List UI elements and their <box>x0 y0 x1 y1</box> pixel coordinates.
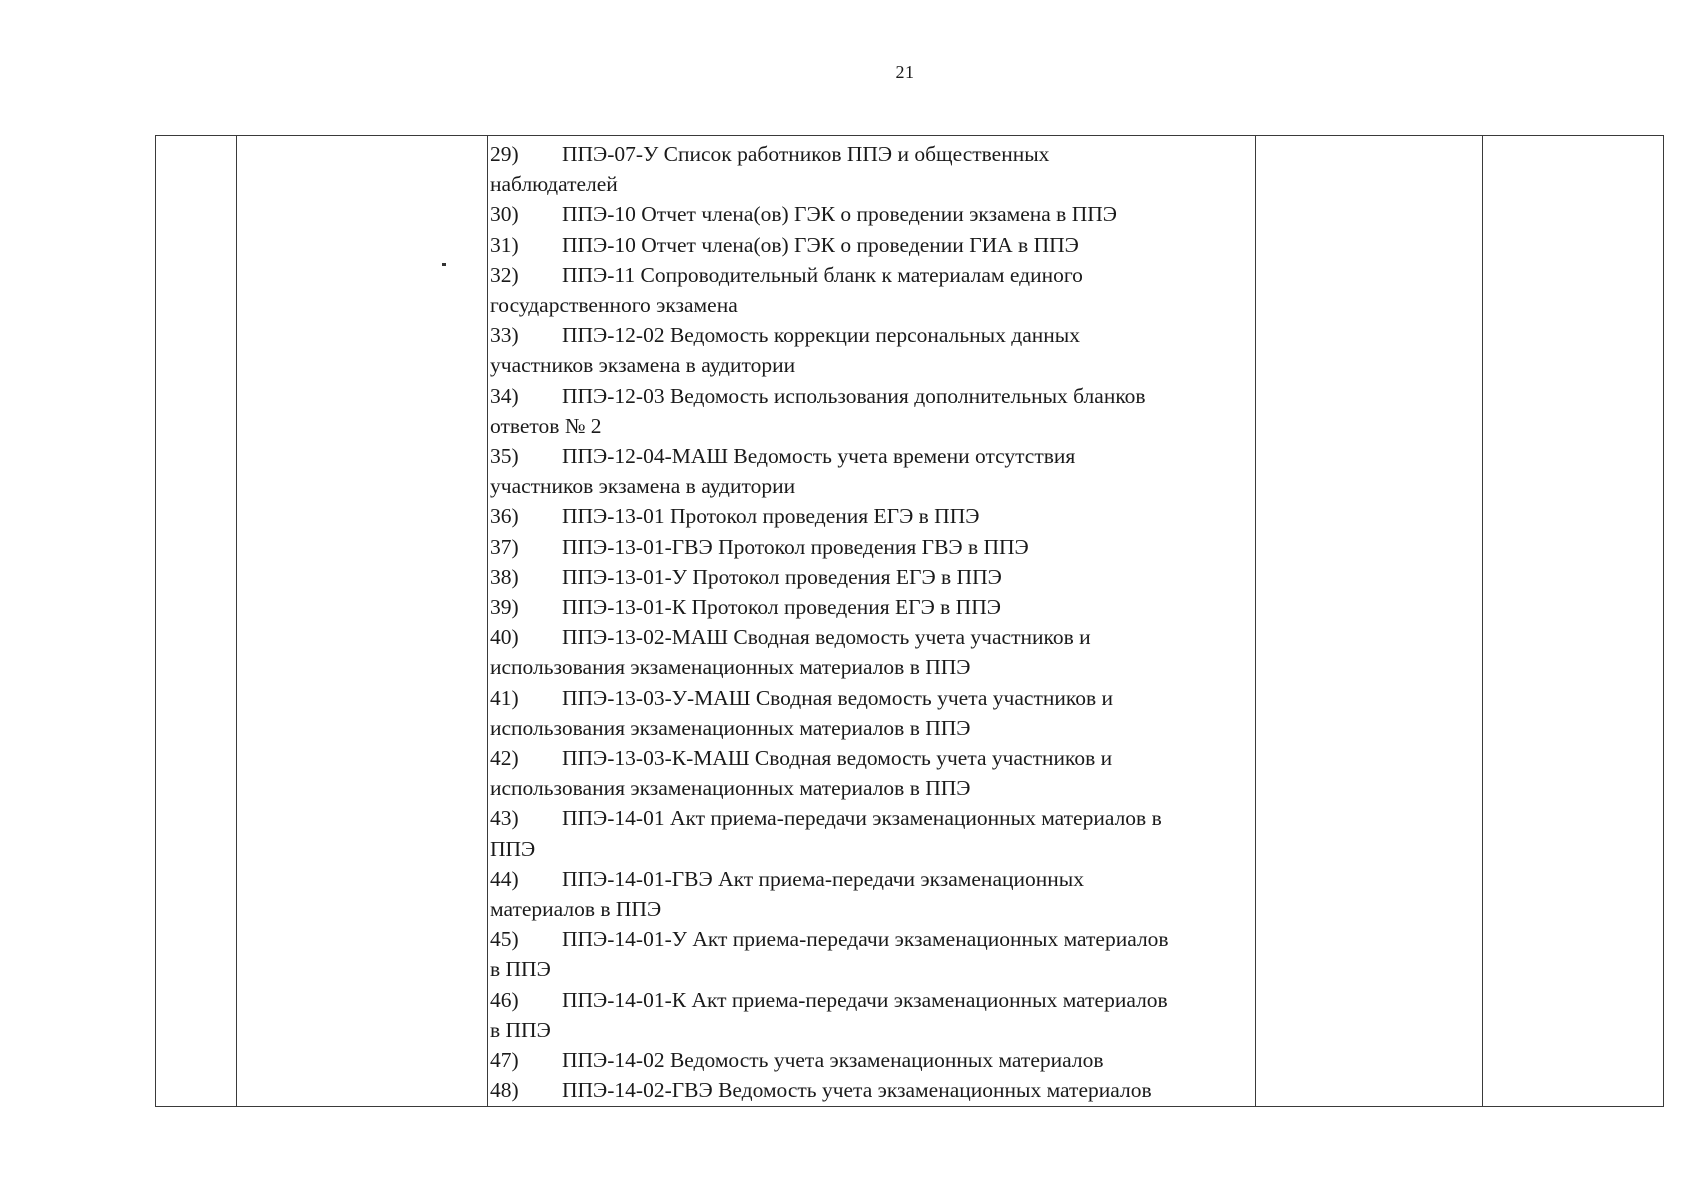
item-text-continuation: наблюдателей <box>490 172 618 197</box>
item-number: 48) <box>490 1078 519 1103</box>
item-text: ППЭ-10 Отчет члена(ов) ГЭК о проведении экзамена в ППЭ <box>562 202 1117 227</box>
table-cell-col5 <box>1483 136 1664 1107</box>
item-number: 42) <box>490 746 519 771</box>
item-number: 47) <box>490 1048 519 1073</box>
item-number: 34) <box>490 383 519 408</box>
item-number: 33) <box>490 323 519 348</box>
item-text-continuation: участников экзамена в аудитории <box>490 353 796 378</box>
item-number: 43) <box>490 806 519 831</box>
list-item <box>490 441 1251 501</box>
item-text: ППЭ-14-01 Акт приема-передачи экзаменационных материалов в <box>562 806 1162 831</box>
list-item <box>490 320 1251 380</box>
item-text: ППЭ-14-01-К Акт приема-передачи экзаменационных материалов <box>562 987 1168 1012</box>
item-text-continuation: государственного экзамена <box>490 293 738 318</box>
item-text-continuation: в ППЭ <box>490 1017 551 1042</box>
item-number: 32) <box>490 262 519 287</box>
list-item <box>490 230 1251 260</box>
list-item <box>490 532 1251 562</box>
list-item <box>490 381 1251 441</box>
item-text: ППЭ-14-01-У Акт приема-передачи экзаменационных материалов <box>562 927 1169 952</box>
item-text: ППЭ-13-01-ГВЭ Протокол проведения ГВЭ в ППЭ <box>562 534 1029 559</box>
item-text: ППЭ-12-03 Ведомость использования дополнительных бланков <box>562 383 1146 408</box>
item-number: 41) <box>490 685 519 710</box>
item-text: ППЭ-12-02 Ведомость коррекции персональных данных <box>562 323 1080 348</box>
item-text-continuation: в ППЭ <box>490 957 551 982</box>
list-item <box>490 743 1251 803</box>
item-number: 31) <box>490 232 519 257</box>
item-text-continuation: использования экзаменационных материалов в ППЭ <box>490 655 971 680</box>
item-number: 39) <box>490 595 519 620</box>
table-cell-col4 <box>1256 136 1483 1107</box>
item-text: ППЭ-13-03-К-МАШ Сводная ведомость учета участников и <box>562 746 1113 771</box>
item-number: 46) <box>490 987 519 1012</box>
item-text-continuation: материалов в ППЭ <box>490 897 662 922</box>
item-number: 40) <box>490 625 519 650</box>
item-text-continuation: использования экзаменационных материалов в ППЭ <box>490 715 971 740</box>
item-number: 38) <box>490 564 519 589</box>
item-text: ППЭ-14-01-ГВЭ Акт приема-передачи экзаменационных <box>562 866 1084 891</box>
list-item <box>490 985 1251 1045</box>
item-text: ППЭ-13-02-МАШ Сводная ведомость учета участников и <box>562 625 1091 650</box>
item-text: ППЭ-11 Сопроводительный бланк к материалам единого <box>562 262 1083 287</box>
item-text-continuation: ответов № 2 <box>490 413 602 438</box>
list-item <box>490 1045 1251 1075</box>
item-number: 29) <box>490 142 519 166</box>
list-item <box>490 803 1251 863</box>
item-text: ППЭ-14-02-ГВЭ Ведомость учета экзаменационных материалов <box>562 1078 1152 1103</box>
item-text: ППЭ-13-01 Протокол проведения ЕГЭ в ППЭ <box>562 504 980 529</box>
list-item <box>490 864 1251 924</box>
document-list <box>488 136 1255 1106</box>
list-item <box>490 260 1251 320</box>
item-text: ППЭ-14-02 Ведомость учета экзаменационных материалов <box>562 1048 1104 1073</box>
item-number: 35) <box>490 444 519 469</box>
table-cell-col3 <box>488 136 1256 1107</box>
page-number: 21 <box>895 62 915 82</box>
list-item <box>490 924 1251 984</box>
list-item <box>490 622 1251 682</box>
item-text: ППЭ-10 Отчет члена(ов) ГЭК о проведении ГИА в ППЭ <box>562 232 1079 257</box>
item-text-continuation: участников экзамена в аудитории <box>490 474 796 499</box>
list-item <box>490 592 1251 622</box>
item-text: ППЭ-07-У Список работников ППЭ и общественных <box>562 142 1050 166</box>
list-item <box>490 199 1251 229</box>
item-text-continuation: использования экзаменационных материалов в ППЭ <box>490 776 971 801</box>
item-text: ППЭ-13-01-У Протокол проведения ЕГЭ в ППЭ <box>562 564 1002 589</box>
item-number: 36) <box>490 504 519 529</box>
item-number: 44) <box>490 866 519 891</box>
item-number: 45) <box>490 927 519 952</box>
item-number: 37) <box>490 534 519 559</box>
table-row <box>156 136 1664 1107</box>
table-cell-col2 <box>237 136 488 1107</box>
item-number: 30) <box>490 202 519 227</box>
list-item <box>490 139 1251 199</box>
list-item <box>490 683 1251 743</box>
document-table <box>155 135 1664 1107</box>
list-item <box>490 1075 1251 1105</box>
item-text: ППЭ-13-03-У-МАШ Сводная ведомость учета участников и <box>562 685 1113 710</box>
item-text: ППЭ-12-04-МАШ Ведомость учета времени отсутствия <box>562 444 1076 469</box>
table-cell-col1 <box>156 136 237 1107</box>
item-text-continuation: ППЭ <box>490 836 536 861</box>
list-item <box>490 501 1251 531</box>
list-item <box>490 562 1251 592</box>
item-text: ППЭ-13-01-К Протокол проведения ЕГЭ в ППЭ <box>562 595 1001 620</box>
